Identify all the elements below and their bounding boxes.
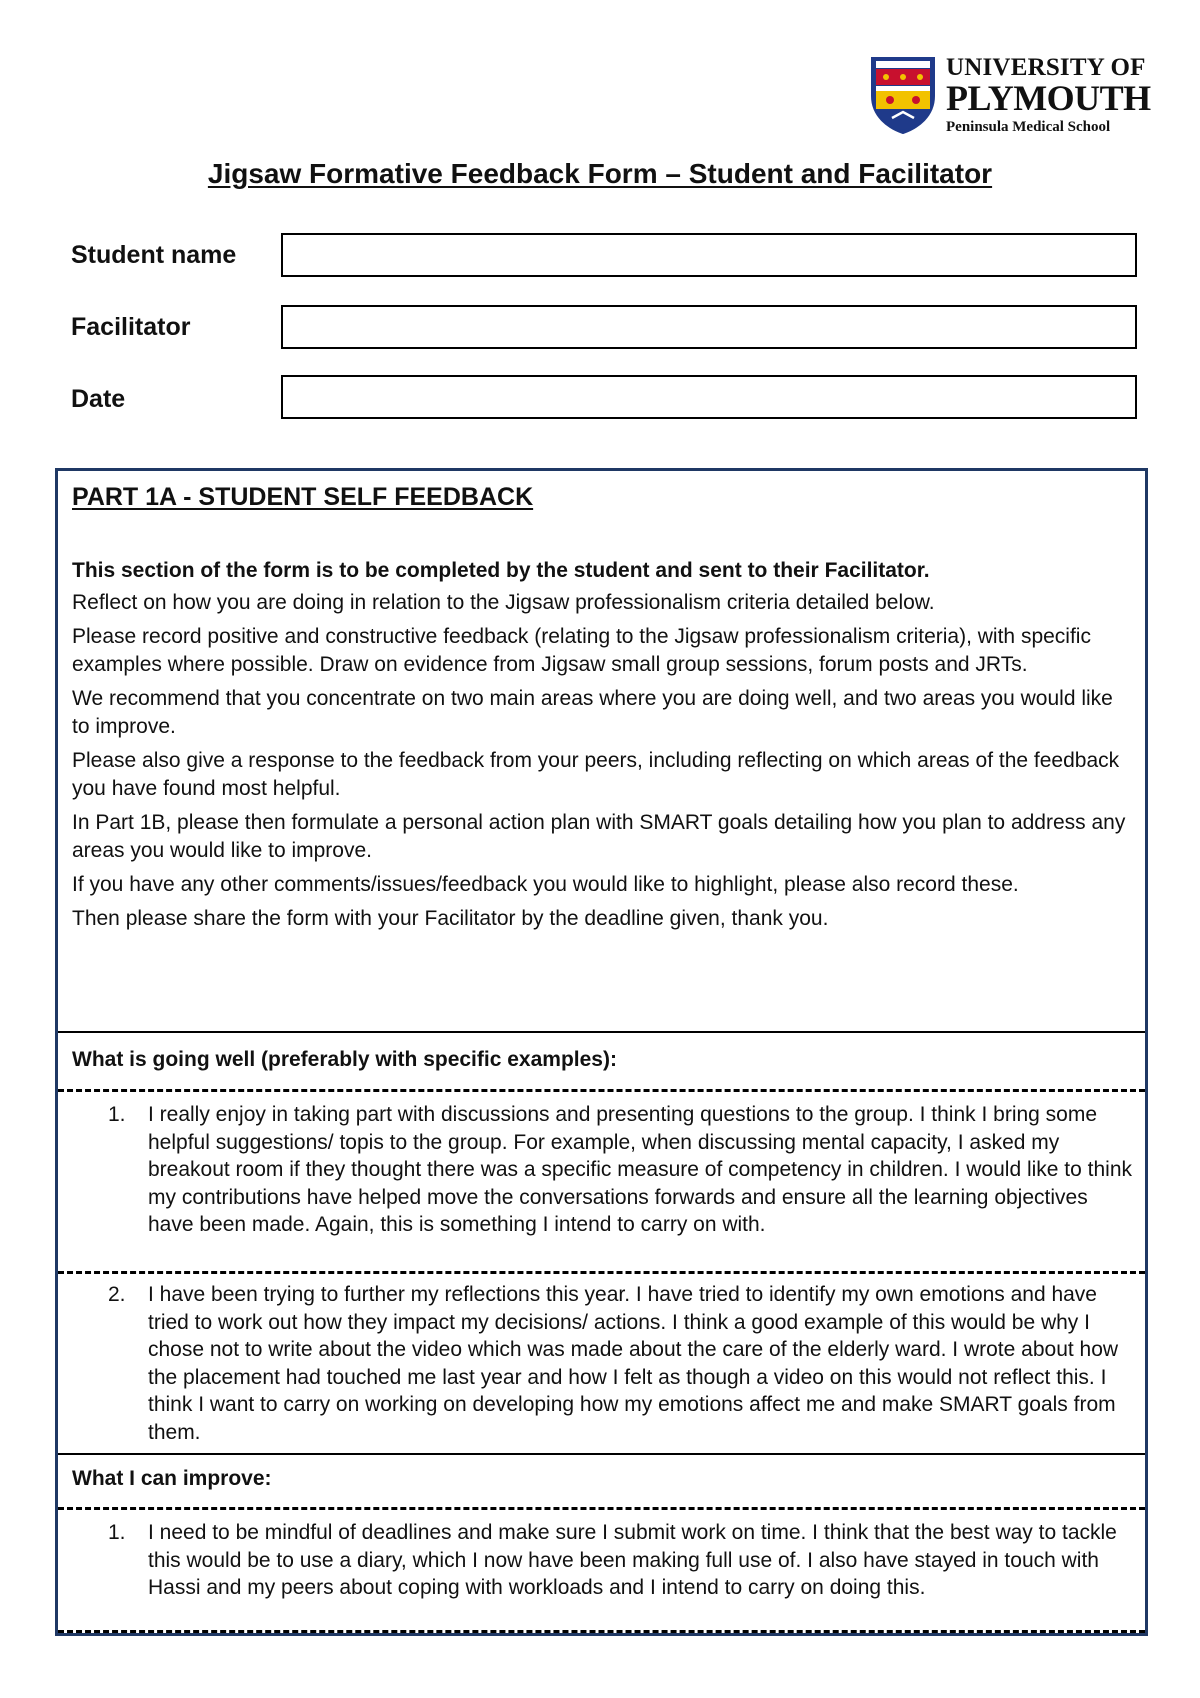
university-crest-icon bbox=[870, 56, 936, 134]
logo-line-2: PLYMOUTH bbox=[946, 78, 1151, 118]
item-text: I have been trying to further my reflections this year. I have tried to identify my own emotions and have tried to work out how they impact my decisions/ actions. I think a good example of this would be why I chose not to write about the video which was made about the care of the elderly ward. I wrote about how the placement had touched me last year and how I felt as though a video on this would not reflect this. I think I want to carry on working on developing how my emotions affect me and make SMART goals from them. bbox=[148, 1283, 1119, 1444]
divider bbox=[58, 1031, 1145, 1033]
logo-line-1: UNIVERSITY OF bbox=[946, 54, 1146, 81]
improve-heading: What I can improve: bbox=[72, 1467, 272, 1490]
part-1a-heading: PART 1A - STUDENT SELF FEEDBACK bbox=[72, 483, 534, 511]
instructions bbox=[72, 557, 1134, 939]
student-name-label: Student name bbox=[71, 241, 237, 269]
item-number: 2. bbox=[108, 1283, 126, 1306]
instruction-paragraph: Then please share the form with your Facilitator by the deadline given, thank you. bbox=[72, 907, 829, 930]
item-text: I really enjoy in taking part with discussions and presenting questions to the group. I think I bring some helpful suggestions/ topis to the group. For example, when discussing mental capacity, I asked my breakout room if they thought there was a specific measure of competency in children. I would like to think my contributions have helped move the conversations forwards and ensure all the learning objectives have been made. Again, this is something I intend to carry on with. bbox=[148, 1103, 1133, 1236]
instruction-paragraph: Reflect on how you are doing in relation to the Jigsaw professionalism criteria detailed below. bbox=[72, 591, 935, 614]
student-name-field[interactable] bbox=[281, 233, 1137, 277]
part-1a-panel bbox=[55, 468, 1148, 1636]
dashed-divider bbox=[58, 1271, 1145, 1274]
divider bbox=[58, 1453, 1145, 1455]
item-text: I need to be mindful of deadlines and make sure I submit work on time. I think that the best way to tackle this would be to use a diary, which I now have been making full use of. I also have stayed in touch with Hassi and my peers about coping with workloads and I intend to carry on doing this. bbox=[148, 1521, 1117, 1599]
item-number: 1. bbox=[108, 1103, 126, 1126]
date-field[interactable] bbox=[281, 375, 1137, 419]
instructions-lead: This section of the form is to be completed by the student and sent to their Facilitator. bbox=[72, 559, 930, 582]
dashed-divider bbox=[58, 1630, 1145, 1633]
facilitator-field[interactable] bbox=[281, 305, 1137, 349]
going-well-heading: What is going well (preferably with specific examples): bbox=[72, 1048, 617, 1071]
logo-line-3: Peninsula Medical School bbox=[946, 119, 1111, 135]
instruction-paragraph: Please record positive and constructive feedback (relating to the Jigsaw professionalism criteria), with specific examples where possible. Draw on evidence from Jigsaw small group sessions, forum posts and JRTs. bbox=[72, 625, 1091, 676]
instruction-paragraph: We recommend that you concentrate on two main areas where you are doing well, and two areas you would like to improve. bbox=[72, 687, 1113, 738]
form-title: Jigsaw Formative Feedback Form – Student and Facilitator bbox=[207, 158, 993, 189]
date-label: Date bbox=[71, 385, 126, 413]
instruction-paragraph: If you have any other comments/issues/feedback you would like to highlight, please also record these. bbox=[72, 873, 1019, 896]
instruction-paragraph: In Part 1B, please then formulate a personal action plan with SMART goals detailing how you plan to address any areas you would like to improve. bbox=[72, 811, 1126, 862]
item-number: 1. bbox=[108, 1521, 126, 1544]
dashed-divider bbox=[58, 1507, 1145, 1510]
dashed-divider bbox=[58, 1089, 1145, 1092]
facilitator-label: Facilitator bbox=[71, 313, 191, 341]
instruction-paragraph: Please also give a response to the feedback from your peers, including reflecting on which areas of the feedback you have found most helpful. bbox=[72, 749, 1120, 800]
university-logo bbox=[870, 52, 1170, 140]
